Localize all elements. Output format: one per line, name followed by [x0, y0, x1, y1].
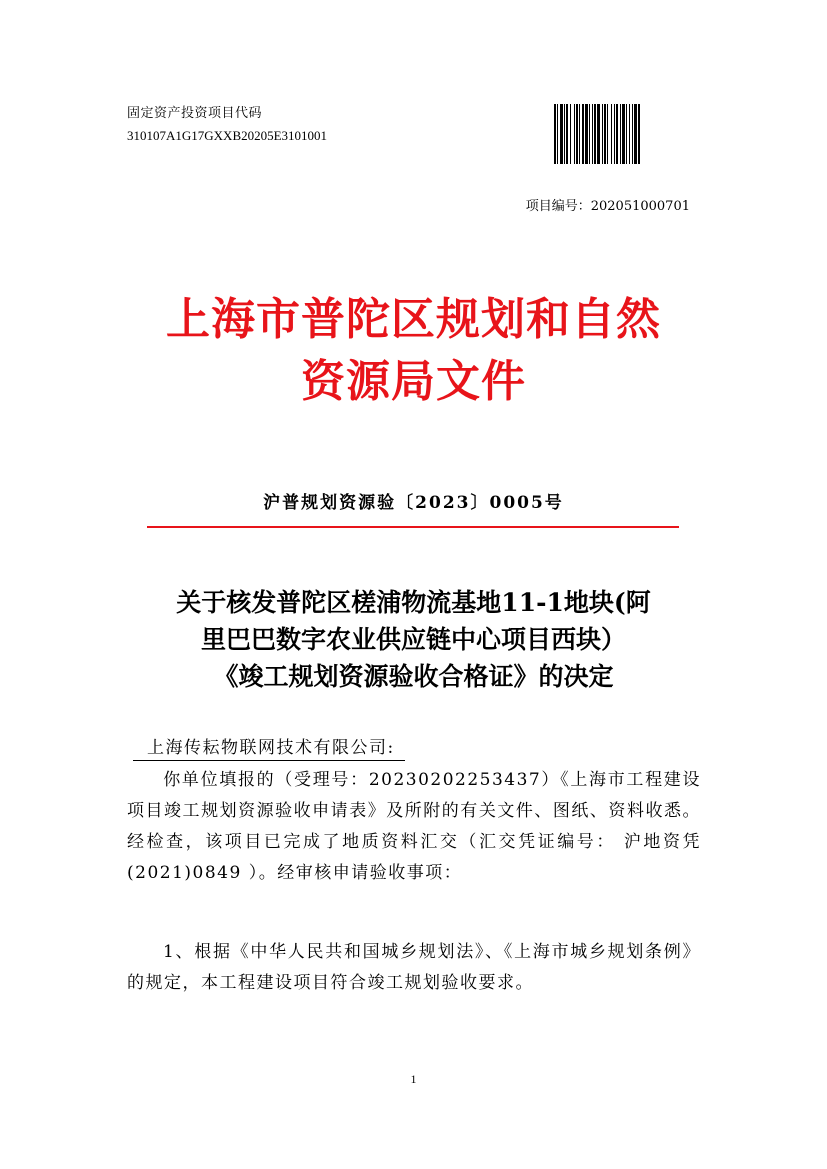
- investment-code-label: 固定资产投资项目代码: [127, 106, 263, 121]
- barcode-icon: [552, 104, 690, 164]
- title-line-3: 《竣工规划资源验收合格证》的决定: [213, 662, 614, 691]
- agency-title-line-2: 资源局文件: [301, 356, 526, 407]
- paragraph-2-text: 1、根据《中华人民共和国城乡规划法》、《上海市城乡规划条例》的规定，本工程建设项目符合竣工规划验收要求。: [127, 942, 701, 993]
- recipient: 上海传耘物联网技术有限公司:: [133, 736, 405, 761]
- paragraph-1-text: 你单位填报的（受理号：20230202253437）《上海市工程建设项目竣工规划资源验收申请表》及所附的有关文件、图纸、资料收悉。经检查，该项目已完成了地质资料汇交（汇交凭证编号： 沪地资凭(2021)0849 ）。经审核申请验收事项：: [127, 770, 701, 883]
- project-number: 项目编号：202051000701: [525, 199, 690, 214]
- document-title: [110, 584, 717, 695]
- body-paragraph-1: [127, 765, 701, 889]
- document-number: 沪普规划资源验〔2023〕0005号: [263, 493, 564, 513]
- page-number: 1: [410, 1072, 417, 1086]
- agency-title-line-1: 上海市普陀区规划和自然: [166, 294, 661, 345]
- title-line-1: 关于核发普陀区槎浦物流基地11-1地块(阿: [176, 588, 651, 617]
- body-paragraph-2: [127, 937, 701, 999]
- title-line-2: 里巴巴数字农业供应链中心项目西块）: [200, 625, 626, 654]
- red-divider: [147, 526, 679, 528]
- investment-code-value: 310107A1G17GXXB20205E3101001: [127, 128, 328, 143]
